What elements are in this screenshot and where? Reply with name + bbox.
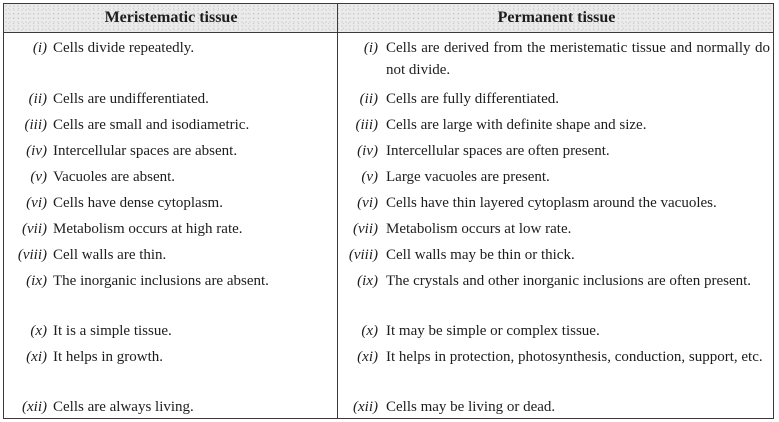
meristematic-text: It is a simple tissue.	[53, 323, 172, 339]
permanent-text: The crystals and other inorganic inclusions are often present.	[386, 273, 752, 289]
header-meristematic: Meristematic tissue	[104, 9, 238, 26]
row-number: (vi)	[357, 195, 378, 211]
meristematic-text: It helps in growth.	[53, 349, 163, 365]
row-number: (iii)	[355, 117, 378, 133]
row-number: (viii)	[17, 247, 47, 263]
row-number: (i)	[363, 40, 378, 56]
row-number: (viii)	[348, 247, 378, 263]
row-number: (ix)	[26, 273, 47, 289]
permanent-text: Cells have thin layered cytoplasm around the vacuoles.	[386, 195, 717, 211]
meristematic-text: Vacuoles are absent.	[53, 169, 176, 185]
row-number: (x)	[30, 323, 47, 339]
row-number: (v)	[361, 169, 378, 185]
header-permanent: Permanent tissue	[497, 9, 616, 26]
permanent-text: Intercellular spaces are often present.	[386, 143, 610, 159]
meristematic-text: Cells have dense cytoplasm.	[53, 195, 223, 211]
permanent-text: Metabolism occurs at low rate.	[386, 221, 572, 237]
meristematic-text: The inorganic inclusions are absent.	[53, 273, 269, 289]
permanent-text: Cells are derived from the meristematic tissue and normally do not divide.	[386, 40, 770, 78]
comparison-table	[3, 3, 774, 419]
meristematic-text: Cell walls are thin.	[53, 247, 167, 263]
row-number: (i)	[32, 40, 47, 56]
meristematic-text: Intercellular spaces are absent.	[53, 143, 238, 159]
permanent-text: Cell walls may be thin or thick.	[386, 247, 575, 263]
row-number: (xi)	[357, 349, 378, 365]
meristematic-text: Metabolism occurs at high rate.	[53, 221, 243, 237]
row-number: (iv)	[357, 143, 378, 159]
permanent-text: It helps in protection, photosynthesis, conduction, support, etc.	[386, 349, 763, 365]
row-number: (vi)	[26, 195, 47, 211]
row-number: (iii)	[24, 117, 47, 133]
meristematic-text: Cells are undifferentiated.	[53, 91, 209, 107]
row-number: (vii)	[353, 221, 378, 237]
permanent-text: Cells are fully differentiated.	[386, 91, 559, 107]
permanent-text: It may be simple or complex tissue.	[386, 323, 600, 339]
row-number: (xi)	[26, 349, 47, 365]
meristematic-text: Cells are small and isodiametric.	[53, 117, 250, 133]
row-number: (xii)	[22, 399, 47, 415]
table-header	[4, 4, 773, 33]
row-number: (vii)	[22, 221, 47, 237]
row-number: (x)	[361, 323, 378, 339]
meristematic-text: Cells divide repeatedly.	[53, 40, 195, 56]
row-number: (ii)	[28, 91, 47, 107]
permanent-text: Cells may be living or dead.	[386, 399, 556, 415]
permanent-text: Large vacuoles are present.	[386, 169, 550, 185]
permanent-text: Cells are large with definite shape and size.	[386, 117, 647, 133]
row-number: (xii)	[353, 399, 378, 415]
row-number: (v)	[30, 169, 47, 185]
row-number: (ix)	[357, 273, 378, 289]
row-number: (ii)	[359, 91, 378, 107]
meristematic-text: Cells are always living.	[53, 399, 194, 415]
row-number: (iv)	[26, 143, 47, 159]
